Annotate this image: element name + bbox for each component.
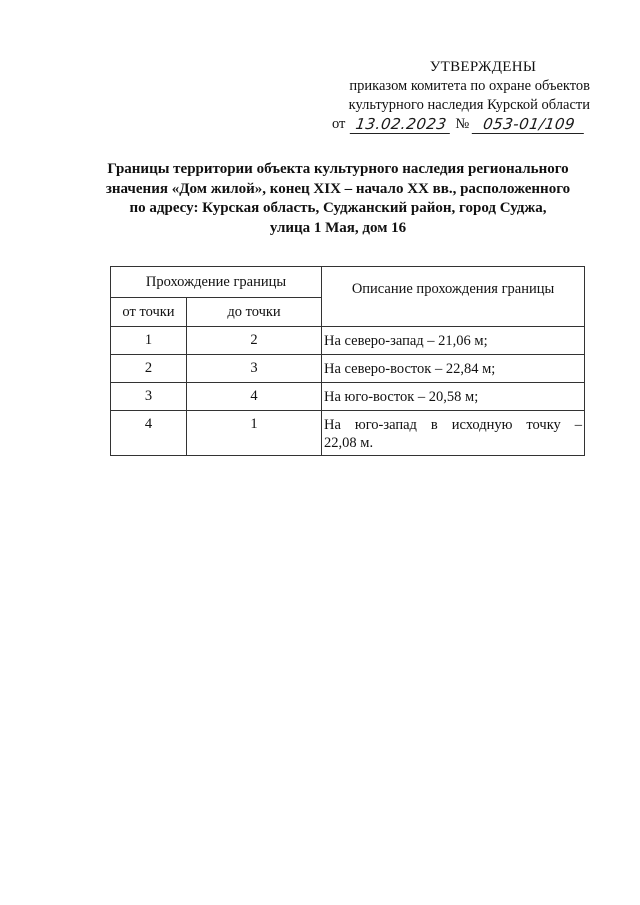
cell-to-point: 1 <box>187 411 322 456</box>
boundary-table <box>110 266 585 456</box>
cell-description <box>322 411 585 456</box>
handwritten-date: 13.02.2023 <box>350 116 453 134</box>
approval-block <box>318 58 590 134</box>
cell-from-point: 2 <box>111 355 187 383</box>
cell-description: На юго-восток – 20,58 м; <box>322 383 585 411</box>
approval-date-line <box>318 115 590 134</box>
number-sign: № <box>455 116 470 132</box>
description-line-1: На юго-запад в исходную точку – <box>324 417 583 433</box>
cell-to-point: 4 <box>187 383 322 411</box>
title-line-2: значения «Дом жилой», конец XIX – начало XX вв., расположенного <box>105 180 571 197</box>
header-description: Описание прохождения границы <box>322 267 585 327</box>
cell-from-point: 4 <box>111 411 187 456</box>
cell-to-point: 3 <box>187 355 322 383</box>
header-boundary-passage: Прохождение границы <box>111 267 322 298</box>
table-row <box>111 411 585 456</box>
cell-from-point: 3 <box>111 383 187 411</box>
cell-from-point: 1 <box>111 327 187 355</box>
cell-to-point: 2 <box>187 327 322 355</box>
title-line-4: улица 1 Мая, дом 16 <box>269 219 407 236</box>
description-line-2: 22,08 м. <box>324 435 374 451</box>
header-from-point: от точки <box>111 298 187 327</box>
approval-line-2: культурного наследия Курской области <box>348 97 590 113</box>
approval-line-1: приказом комитета по охране объектов <box>349 78 590 94</box>
cell-description: На северо-запад – 21,06 м; <box>322 327 585 355</box>
cell-description: На северо-восток – 22,84 м; <box>322 355 585 383</box>
approval-title: УТВЕРЖДЕНЫ <box>429 59 537 75</box>
table-row <box>111 327 585 355</box>
table-row <box>111 383 585 411</box>
document-title <box>96 160 580 238</box>
header-to-point: до точки <box>187 298 322 327</box>
title-line-1: Границы территории объекта культурного наследия регионального <box>107 161 569 177</box>
handwritten-order-number: 053-01/109 <box>472 116 587 134</box>
title-line-3: по адресу: Курская область, Суджанский район, город Суджа, <box>129 200 547 216</box>
from-label: от <box>332 116 346 132</box>
table-row <box>111 355 585 383</box>
